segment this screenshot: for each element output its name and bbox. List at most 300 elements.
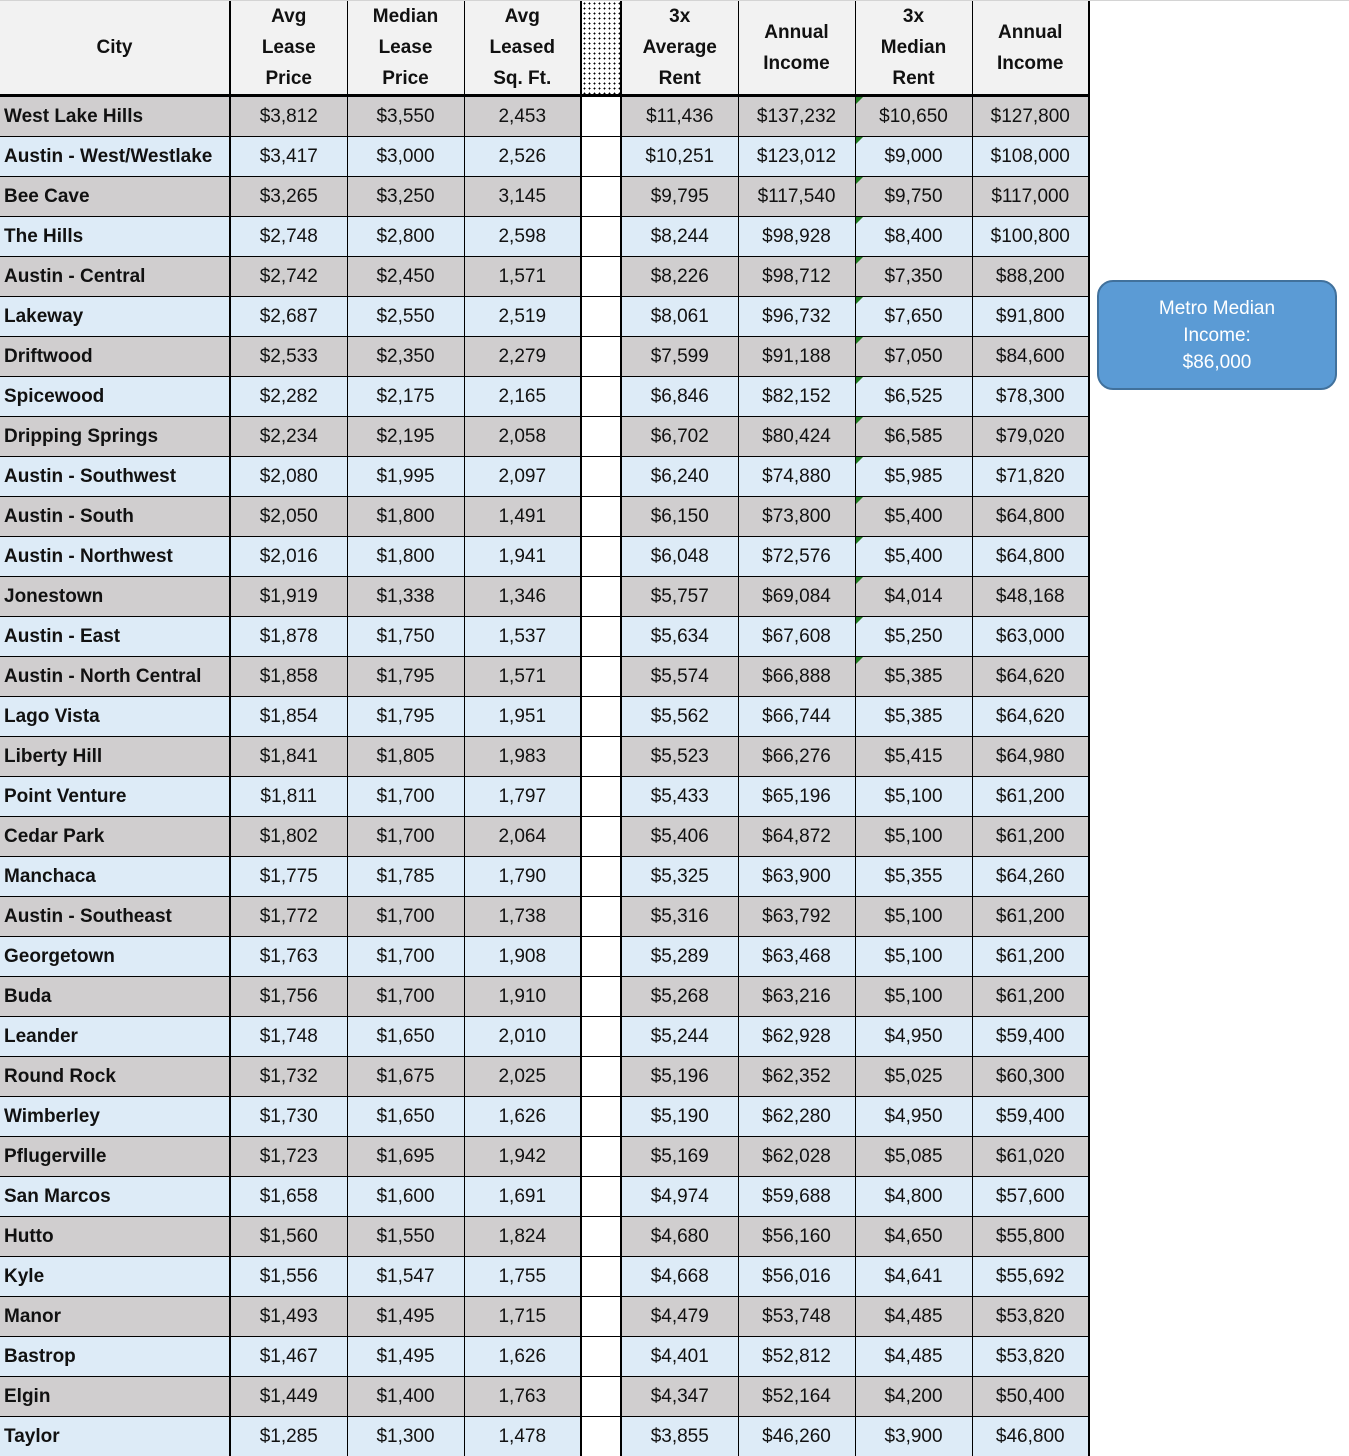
cell-median-lease-price[interactable]	[347, 297, 464, 337]
cell-avg-leased-sqft[interactable]	[464, 257, 581, 297]
cell-3x-median-rent[interactable]	[855, 217, 972, 257]
cell-city[interactable]	[0, 137, 230, 177]
cell-3x-average-rent[interactable]	[621, 1137, 738, 1177]
cell-3x-average-rent[interactable]	[621, 297, 738, 337]
cell-3x-median-rent[interactable]	[855, 1217, 972, 1257]
cell-city[interactable]	[0, 497, 230, 537]
cell-avg-lease-price[interactable]	[230, 897, 347, 937]
cell-annual-income-average[interactable]	[738, 657, 855, 697]
cell-avg-lease-price[interactable]	[230, 1417, 347, 1456]
cell-median-lease-price[interactable]	[347, 1057, 464, 1097]
cell-avg-lease-price[interactable]	[230, 217, 347, 257]
cell-avg-lease-price[interactable]	[230, 1337, 347, 1377]
cell-annual-income-average[interactable]	[738, 977, 855, 1017]
error-indicator-icon[interactable]	[856, 577, 863, 584]
cell-avg-lease-price[interactable]	[230, 1017, 347, 1057]
cell-avg-lease-price[interactable]	[230, 377, 347, 417]
cell-annual-income-average[interactable]	[738, 1097, 855, 1137]
cell-median-lease-price[interactable]	[347, 1297, 464, 1337]
cell-median-lease-price[interactable]	[347, 217, 464, 257]
cell-annual-income-average[interactable]	[738, 1017, 855, 1057]
error-indicator-icon[interactable]	[856, 217, 863, 224]
cell-3x-average-rent[interactable]	[621, 337, 738, 377]
cell-annual-income-average[interactable]	[738, 577, 855, 617]
callout-value: $86,000	[1183, 349, 1252, 376]
cell-median-lease-price[interactable]	[347, 697, 464, 737]
cell-3x-median-rent[interactable]	[855, 1297, 972, 1337]
cell-3x-median-rent[interactable]	[855, 377, 972, 417]
cell-3x-median-rent[interactable]	[855, 1337, 972, 1377]
cell-median-lease-price[interactable]	[347, 1257, 464, 1297]
cell-annual-income-median[interactable]	[972, 817, 1089, 857]
cell-avg-leased-sqft[interactable]	[464, 457, 581, 497]
cell-3x-average-rent[interactable]	[621, 537, 738, 577]
cell-annual-income-average[interactable]	[738, 1217, 855, 1257]
header-annual-income-median[interactable]	[972, 1, 1089, 96]
cell-3x-median-rent[interactable]	[855, 257, 972, 297]
cell-annual-income-median[interactable]	[972, 1337, 1089, 1377]
cell-3x-median-rent[interactable]	[855, 697, 972, 737]
cell-city[interactable]	[0, 417, 230, 457]
cell-annual-income-average[interactable]	[738, 1337, 855, 1377]
cell-annual-income-average[interactable]	[738, 417, 855, 457]
cell-annual-income-average[interactable]	[738, 617, 855, 657]
cell-annual-income-average[interactable]	[738, 497, 855, 537]
cell-median-lease-price[interactable]	[347, 457, 464, 497]
cell-annual-income-median[interactable]	[972, 1177, 1089, 1217]
cell-median-lease-price[interactable]	[347, 857, 464, 897]
cell-3x-average-rent[interactable]	[621, 777, 738, 817]
cell-3x-median-rent[interactable]	[855, 897, 972, 937]
cell-annual-income-median[interactable]	[972, 137, 1089, 177]
cell-annual-income-average[interactable]	[738, 737, 855, 777]
cell-3x-average-rent[interactable]	[621, 1217, 738, 1257]
cell-median-lease-price[interactable]	[347, 777, 464, 817]
cell-annual-income-average[interactable]	[738, 937, 855, 977]
separator-column-cell	[581, 217, 621, 257]
cell-avg-leased-sqft[interactable]	[464, 617, 581, 657]
cell-city[interactable]	[0, 1017, 230, 1057]
cell-median-lease-price[interactable]	[347, 177, 464, 217]
cell-avg-lease-price[interactable]	[230, 337, 347, 377]
cell-avg-lease-price[interactable]	[230, 497, 347, 537]
error-indicator-icon[interactable]	[856, 257, 863, 264]
cell-annual-income-median[interactable]	[972, 1057, 1089, 1097]
cell-avg-leased-sqft[interactable]	[464, 817, 581, 857]
cell-avg-lease-price[interactable]	[230, 617, 347, 657]
cell-annual-income-average[interactable]	[738, 217, 855, 257]
cell-annual-income-median[interactable]	[972, 497, 1089, 537]
cell-3x-average-rent[interactable]	[621, 577, 738, 617]
error-indicator-icon[interactable]	[856, 297, 863, 304]
cell-3x-median-rent[interactable]	[855, 817, 972, 857]
cell-avg-leased-sqft[interactable]	[464, 737, 581, 777]
cell-annual-income-median[interactable]	[972, 657, 1089, 697]
cell-median-lease-price[interactable]	[347, 1217, 464, 1257]
cell-median-lease-price[interactable]	[347, 1097, 464, 1137]
cell-median-lease-price[interactable]	[347, 657, 464, 697]
cell-avg-leased-sqft[interactable]	[464, 1417, 581, 1456]
cell-3x-median-rent[interactable]	[855, 1377, 972, 1417]
cell-annual-income-median[interactable]	[972, 377, 1089, 417]
cell-avg-leased-sqft[interactable]	[464, 777, 581, 817]
cell-avg-leased-sqft[interactable]	[464, 697, 581, 737]
cell-median-lease-price[interactable]	[347, 1137, 464, 1177]
cell-city[interactable]	[0, 177, 230, 217]
cell-annual-income-median[interactable]	[972, 1137, 1089, 1177]
cell-avg-lease-price[interactable]	[230, 297, 347, 337]
cell-city[interactable]	[0, 1377, 230, 1417]
cell-3x-average-rent[interactable]	[621, 617, 738, 657]
cell-3x-median-rent[interactable]	[855, 1417, 972, 1456]
cell-annual-income-average[interactable]	[738, 297, 855, 337]
cell-avg-leased-sqft[interactable]	[464, 1377, 581, 1417]
cell-3x-average-rent[interactable]	[621, 1417, 738, 1456]
cell-annual-income-median[interactable]	[972, 177, 1089, 217]
error-indicator-icon[interactable]	[856, 497, 863, 504]
cell-annual-income-median[interactable]	[972, 1217, 1089, 1257]
header-avg-leased-sqft[interactable]	[464, 1, 581, 96]
cell-3x-average-rent[interactable]	[621, 817, 738, 857]
cell-median-lease-price[interactable]	[347, 1177, 464, 1217]
cell-avg-lease-price[interactable]	[230, 1377, 347, 1417]
cell-median-lease-price[interactable]	[347, 897, 464, 937]
cell-avg-lease-price[interactable]	[230, 737, 347, 777]
cell-annual-income-median[interactable]	[972, 96, 1089, 137]
cell-avg-lease-price[interactable]	[230, 657, 347, 697]
cell-3x-average-rent[interactable]	[621, 737, 738, 777]
cell-3x-median-rent[interactable]	[855, 1137, 972, 1177]
cell-3x-median-rent[interactable]	[855, 297, 972, 337]
cell-annual-income-average[interactable]	[738, 817, 855, 857]
cell-3x-median-rent[interactable]	[855, 577, 972, 617]
cell-3x-average-rent[interactable]	[621, 177, 738, 217]
cell-3x-average-rent[interactable]	[621, 1017, 738, 1057]
header-avg-lease-price[interactable]	[230, 1, 347, 96]
cell-3x-average-rent[interactable]	[621, 1177, 738, 1217]
cell-3x-average-rent[interactable]	[621, 1057, 738, 1097]
cell-avg-leased-sqft[interactable]	[464, 977, 581, 1017]
cell-annual-income-median[interactable]	[972, 297, 1089, 337]
cell-city[interactable]	[0, 377, 230, 417]
cell-annual-income-average[interactable]	[738, 777, 855, 817]
cell-annual-income-average[interactable]	[738, 1177, 855, 1217]
cell-avg-lease-price[interactable]	[230, 96, 347, 137]
cell-median-lease-price[interactable]	[347, 617, 464, 657]
cell-annual-income-median[interactable]	[972, 777, 1089, 817]
cell-avg-lease-price[interactable]	[230, 257, 347, 297]
cell-3x-median-rent[interactable]	[855, 417, 972, 457]
cell-avg-lease-price[interactable]	[230, 857, 347, 897]
cell-city[interactable]	[0, 537, 230, 577]
cell-avg-leased-sqft[interactable]	[464, 297, 581, 337]
cell-city[interactable]	[0, 1057, 230, 1097]
cell-avg-leased-sqft[interactable]	[464, 217, 581, 257]
cell-avg-leased-sqft[interactable]	[464, 1017, 581, 1057]
cell-annual-income-median[interactable]	[972, 1257, 1089, 1297]
cell-city[interactable]	[0, 337, 230, 377]
cell-city[interactable]	[0, 96, 230, 137]
cell-city[interactable]	[0, 817, 230, 857]
cell-avg-leased-sqft[interactable]	[464, 937, 581, 977]
cell-avg-leased-sqft[interactable]	[464, 1297, 581, 1337]
cell-avg-lease-price[interactable]	[230, 137, 347, 177]
cell-city[interactable]	[0, 977, 230, 1017]
cell-avg-leased-sqft[interactable]	[464, 1057, 581, 1097]
cell-3x-median-rent[interactable]	[855, 457, 972, 497]
cell-annual-income-average[interactable]	[738, 1377, 855, 1417]
cell-avg-lease-price[interactable]	[230, 1257, 347, 1297]
error-indicator-icon[interactable]	[856, 537, 863, 544]
cell-avg-leased-sqft[interactable]	[464, 1257, 581, 1297]
cell-city[interactable]	[0, 617, 230, 657]
cell-median-lease-price[interactable]	[347, 1337, 464, 1377]
cell-avg-leased-sqft[interactable]	[464, 137, 581, 177]
cell-annual-income-median[interactable]	[972, 217, 1089, 257]
cell-avg-lease-price[interactable]	[230, 577, 347, 617]
cell-city[interactable]	[0, 657, 230, 697]
cell-annual-income-median[interactable]	[972, 1017, 1089, 1057]
cell-annual-income-median[interactable]	[972, 737, 1089, 777]
cell-avg-leased-sqft[interactable]	[464, 1337, 581, 1377]
cell-city[interactable]	[0, 937, 230, 977]
cell-median-lease-price[interactable]	[347, 937, 464, 977]
cell-annual-income-average[interactable]	[738, 137, 855, 177]
cell-annual-income-median[interactable]	[972, 457, 1089, 497]
cell-avg-lease-price[interactable]	[230, 817, 347, 857]
cell-avg-lease-price[interactable]	[230, 777, 347, 817]
cell-3x-average-rent[interactable]	[621, 1377, 738, 1417]
cell-avg-lease-price[interactable]	[230, 937, 347, 977]
error-indicator-icon[interactable]	[856, 97, 863, 104]
cell-annual-income-average[interactable]	[738, 377, 855, 417]
cell-3x-median-rent[interactable]	[855, 777, 972, 817]
cell-annual-income-median[interactable]	[972, 1097, 1089, 1137]
cell-avg-lease-price-text: $2,080	[260, 466, 318, 487]
cell-annual-income-median[interactable]	[972, 537, 1089, 577]
cell-annual-income-median[interactable]	[972, 617, 1089, 657]
cell-3x-average-rent[interactable]	[621, 257, 738, 297]
cell-median-lease-price[interactable]	[347, 1417, 464, 1456]
cell-annual-income-median[interactable]	[972, 937, 1089, 977]
cell-avg-lease-price[interactable]	[230, 1217, 347, 1257]
cell-median-lease-price[interactable]	[347, 1377, 464, 1417]
cell-avg-lease-price[interactable]	[230, 1297, 347, 1337]
cell-annual-income-average[interactable]	[738, 1297, 855, 1337]
header-city[interactable]: City	[0, 1, 230, 96]
error-indicator-icon[interactable]	[856, 417, 863, 424]
cell-annual-income-average[interactable]	[738, 96, 855, 137]
cell-avg-leased-sqft[interactable]	[464, 897, 581, 937]
cell-median-lease-price[interactable]	[347, 137, 464, 177]
cell-avg-lease-price[interactable]	[230, 537, 347, 577]
cell-3x-average-rent[interactable]	[621, 937, 738, 977]
cell-city[interactable]	[0, 577, 230, 617]
cell-median-lease-price[interactable]	[347, 737, 464, 777]
cell-avg-leased-sqft[interactable]	[464, 377, 581, 417]
cell-3x-median-rent[interactable]	[855, 96, 972, 137]
cell-3x-average-rent[interactable]	[621, 1297, 738, 1337]
cell-avg-leased-sqft[interactable]	[464, 1097, 581, 1137]
cell-avg-lease-price[interactable]	[230, 177, 347, 217]
cell-city[interactable]	[0, 697, 230, 737]
cell-median-lease-price[interactable]	[347, 257, 464, 297]
cell-annual-income-median[interactable]	[972, 1297, 1089, 1337]
cell-avg-leased-sqft[interactable]	[464, 857, 581, 897]
cell-3x-median-rent[interactable]	[855, 1177, 972, 1217]
cell-median-lease-price[interactable]	[347, 1017, 464, 1057]
cell-3x-average-rent[interactable]	[621, 137, 738, 177]
error-indicator-icon[interactable]	[856, 137, 863, 144]
cell-3x-median-rent[interactable]	[855, 617, 972, 657]
cell-3x-median-rent[interactable]	[855, 1097, 972, 1137]
cell-3x-average-rent[interactable]	[621, 497, 738, 537]
cell-annual-income-average[interactable]	[738, 337, 855, 377]
cell-avg-lease-price[interactable]	[230, 457, 347, 497]
error-indicator-icon[interactable]	[856, 657, 863, 664]
cell-3x-median-rent[interactable]	[855, 1017, 972, 1057]
cell-annual-income-median[interactable]	[972, 577, 1089, 617]
cell-median-lease-price[interactable]	[347, 497, 464, 537]
cell-avg-leased-sqft[interactable]	[464, 417, 581, 457]
cell-3x-median-rent[interactable]	[855, 857, 972, 897]
cell-3x-average-rent[interactable]	[621, 977, 738, 1017]
cell-3x-average-rent[interactable]	[621, 697, 738, 737]
error-indicator-icon[interactable]	[856, 457, 863, 464]
cell-annual-income-median[interactable]	[972, 337, 1089, 377]
cell-annual-income-average[interactable]	[738, 1417, 855, 1456]
cell-annual-income-average[interactable]	[738, 537, 855, 577]
cell-3x-median-rent[interactable]	[855, 537, 972, 577]
cell-annual-income-median[interactable]	[972, 417, 1089, 457]
cell-3x-median-rent[interactable]	[855, 1057, 972, 1097]
error-indicator-icon[interactable]	[856, 177, 863, 184]
cell-city[interactable]	[0, 1297, 230, 1337]
cell-city[interactable]	[0, 897, 230, 937]
header-median-lease-price[interactable]	[347, 1, 464, 96]
cell-median-lease-price[interactable]	[347, 377, 464, 417]
cell-3x-median-rent[interactable]	[855, 337, 972, 377]
cell-avg-lease-price[interactable]	[230, 1097, 347, 1137]
cell-median-lease-price[interactable]	[347, 96, 464, 137]
cell-3x-average-rent[interactable]	[621, 1337, 738, 1377]
cell-city[interactable]	[0, 857, 230, 897]
cell-3x-median-rent[interactable]	[855, 977, 972, 1017]
cell-city[interactable]	[0, 1217, 230, 1257]
cell-avg-leased-sqft[interactable]	[464, 497, 581, 537]
cell-city[interactable]	[0, 217, 230, 257]
metro-median-income-callout[interactable]	[1097, 280, 1337, 390]
cell-3x-average-rent[interactable]	[621, 217, 738, 257]
cell-3x-average-rent[interactable]	[621, 657, 738, 697]
cell-city[interactable]	[0, 1417, 230, 1456]
cell-avg-lease-price[interactable]	[230, 977, 347, 1017]
cell-3x-median-rent[interactable]	[855, 737, 972, 777]
cell-annual-income-median[interactable]	[972, 697, 1089, 737]
header-3x-average-rent[interactable]	[621, 1, 738, 96]
cell-annual-income-average[interactable]	[738, 897, 855, 937]
cell-avg-leased-sqft[interactable]	[464, 1137, 581, 1177]
cell-3x-average-rent[interactable]	[621, 897, 738, 937]
cell-avg-leased-sqft[interactable]	[464, 577, 581, 617]
cell-3x-median-rent[interactable]	[855, 657, 972, 697]
cell-annual-income-median[interactable]	[972, 257, 1089, 297]
cell-annual-income-average[interactable]	[738, 1137, 855, 1177]
cell-annual-income-average[interactable]	[738, 257, 855, 297]
cell-3x-median-rent[interactable]	[855, 137, 972, 177]
cell-avg-leased-sqft[interactable]	[464, 337, 581, 377]
cell-annual-income-median[interactable]	[972, 1377, 1089, 1417]
cell-city[interactable]	[0, 457, 230, 497]
cell-3x-median-rent[interactable]	[855, 177, 972, 217]
cell-median-lease-price-text: $3,550	[376, 106, 434, 127]
cell-avg-lease-price[interactable]	[230, 1177, 347, 1217]
cell-avg-lease-price[interactable]	[230, 697, 347, 737]
cell-avg-lease-price[interactable]	[230, 1137, 347, 1177]
header-annual-income-average[interactable]	[738, 1, 855, 96]
cell-city[interactable]	[0, 257, 230, 297]
cell-avg-leased-sqft[interactable]	[464, 657, 581, 697]
cell-3x-average-rent[interactable]	[621, 1257, 738, 1297]
cell-3x-median-rent[interactable]	[855, 1257, 972, 1297]
header-3x-median-rent[interactable]	[855, 1, 972, 96]
cell-avg-leased-sqft[interactable]	[464, 1177, 581, 1217]
cell-median-lease-price[interactable]	[347, 817, 464, 857]
cell-median-lease-price[interactable]	[347, 417, 464, 457]
cell-city[interactable]	[0, 737, 230, 777]
cell-3x-average-rent[interactable]	[621, 417, 738, 457]
cell-avg-lease-price[interactable]	[230, 417, 347, 457]
cell-3x-median-rent[interactable]	[855, 497, 972, 537]
cell-annual-income-average[interactable]	[738, 177, 855, 217]
cell-3x-average-rent[interactable]	[621, 457, 738, 497]
cell-3x-average-rent[interactable]	[621, 96, 738, 137]
cell-avg-leased-sqft[interactable]	[464, 177, 581, 217]
cell-median-lease-price[interactable]	[347, 577, 464, 617]
cell-annual-income-average[interactable]	[738, 857, 855, 897]
cell-3x-average-rent[interactable]	[621, 857, 738, 897]
cell-city[interactable]	[0, 1097, 230, 1137]
error-indicator-icon[interactable]	[856, 377, 863, 384]
cell-avg-leased-sqft[interactable]	[464, 1217, 581, 1257]
cell-annual-income-median[interactable]	[972, 897, 1089, 937]
cell-city[interactable]	[0, 1337, 230, 1377]
cell-annual-income-average[interactable]	[738, 457, 855, 497]
cell-avg-leased-sqft[interactable]	[464, 537, 581, 577]
cell-city[interactable]	[0, 777, 230, 817]
cell-3x-average-rent[interactable]	[621, 377, 738, 417]
cell-avg-lease-price[interactable]	[230, 1057, 347, 1097]
error-indicator-icon[interactable]	[856, 337, 863, 344]
cell-median-lease-price[interactable]	[347, 537, 464, 577]
cell-avg-leased-sqft[interactable]	[464, 96, 581, 137]
cell-annual-income-average[interactable]	[738, 697, 855, 737]
cell-city[interactable]	[0, 1257, 230, 1297]
cell-city[interactable]	[0, 297, 230, 337]
cell-annual-income-median[interactable]	[972, 977, 1089, 1017]
cell-annual-income-average[interactable]	[738, 1057, 855, 1097]
cell-city[interactable]	[0, 1177, 230, 1217]
cell-annual-income-median[interactable]	[972, 857, 1089, 897]
error-indicator-icon[interactable]	[856, 617, 863, 624]
cell-annual-income-median[interactable]	[972, 1417, 1089, 1456]
cell-annual-income-average[interactable]	[738, 1257, 855, 1297]
cell-median-lease-price[interactable]	[347, 337, 464, 377]
cell-city[interactable]	[0, 1137, 230, 1177]
cell-median-lease-price[interactable]	[347, 977, 464, 1017]
cell-3x-median-rent[interactable]	[855, 937, 972, 977]
cell-3x-average-rent[interactable]	[621, 1097, 738, 1137]
